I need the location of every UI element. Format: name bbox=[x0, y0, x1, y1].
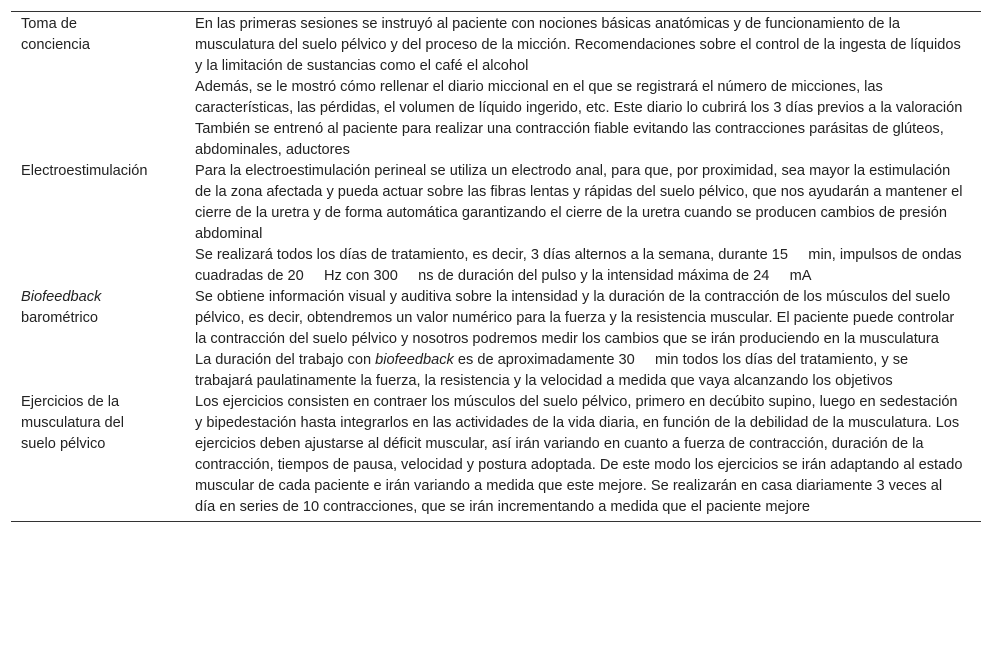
table-row bbox=[11, 287, 981, 392]
paragraph: Los ejercicios consisten en contraer los músculos del suelo pélvico, primero en decúbito supino, luego en sedestación y bipedestación hasta integrarlos en las actividades de la vida diaria, en función de la debilidad de la musculatura. Los ejercicios deben ajustarse al déficit muscular, así irán variando en cuanto a fuerza de contracción, duración de la contracción, tiempos de pausa, velocidad y postura adoptada. De este modo los ejercicios se irán adaptando al estado muscular de cada paciente e irán variando a medida que este mejore. Se realizarán en casa diariamente 3 veces al día en series de 10 contracciones, que se irán incrementando a medida que el paciente mejore bbox=[195, 394, 963, 515]
paragraph: También se entrenó al paciente para realizar una contracción fiable evitando las contracciones parásitas de glúteos, abdominales, aductores bbox=[195, 121, 944, 158]
row-description bbox=[195, 161, 971, 287]
row-description bbox=[195, 392, 971, 518]
row-label: Ejercicios de la musculatura del suelo pélvico bbox=[21, 394, 125, 452]
row-label: Biofeedback barométrico bbox=[21, 289, 102, 326]
paragraph: Para la electroestimulación perineal se utiliza un electrodo anal, para que, por proximidad, sea mayor la estimulación de la zona afectada y pueda actuar sobre las fibras lentas y rápidas del suelo pélvico, que nos ayudarán a mantener el cierre de la uretra y de forma automática garantizando el cierre de la uretra cuando se producen cambios de presión abdominal bbox=[195, 163, 963, 242]
table-row bbox=[11, 161, 981, 287]
paragraph: La duración del trabajo con biofeedback es de aproximadamente 30 min todos los días del tratamiento, y se trabajará paulatinamente la fuerza, la resistencia y la velocidad a medida que vaya alcanzando los objetivos bbox=[195, 352, 913, 389]
row-label: Electroestimulación bbox=[21, 163, 148, 179]
row-description bbox=[195, 14, 971, 161]
paragraph: Se realizará todos los días de tratamiento, es decir, 3 días alternos a la semana, durante 15 min, impulsos de ondas cuadradas de 20 Hz con 300 ns de duración del pulso y la intensidad máxima de 24 mA bbox=[195, 247, 966, 284]
paragraph: En las primeras sesiones se instruyó al paciente con nociones básicas anatómicas y de funcionamiento de la musculatura del suelo pélvico y del proceso de la micción. Recomendaciones sobre el control de la ingesta de líquidos y la limitación de sustancias como el café el alcohol bbox=[195, 16, 961, 74]
row-label: Toma de conciencia bbox=[21, 16, 90, 53]
paragraph: Además, se le mostró cómo rellenar el diario miccional en el que se registrará el número de micciones, las características, las pérdidas, el volumen de líquido ingerido, etc. Este diario lo cubrirá los 3 días previos a la valoración bbox=[195, 79, 963, 116]
paragraph: Se obtiene información visual y auditiva sobre la intensidad y la duración de la contracción de los músculos del suelo pélvico, es decir, obtendremos un valor numérico para la fuerza y la resistencia muscular. El paciente puede controlar la contracción del suelo pélvico y nosotros podremos medir los cambios que se irán produciendo en la musculatura bbox=[195, 289, 955, 347]
treatment-table bbox=[11, 11, 981, 522]
table-row bbox=[11, 14, 981, 161]
row-description bbox=[195, 287, 971, 392]
table-row bbox=[11, 392, 981, 518]
